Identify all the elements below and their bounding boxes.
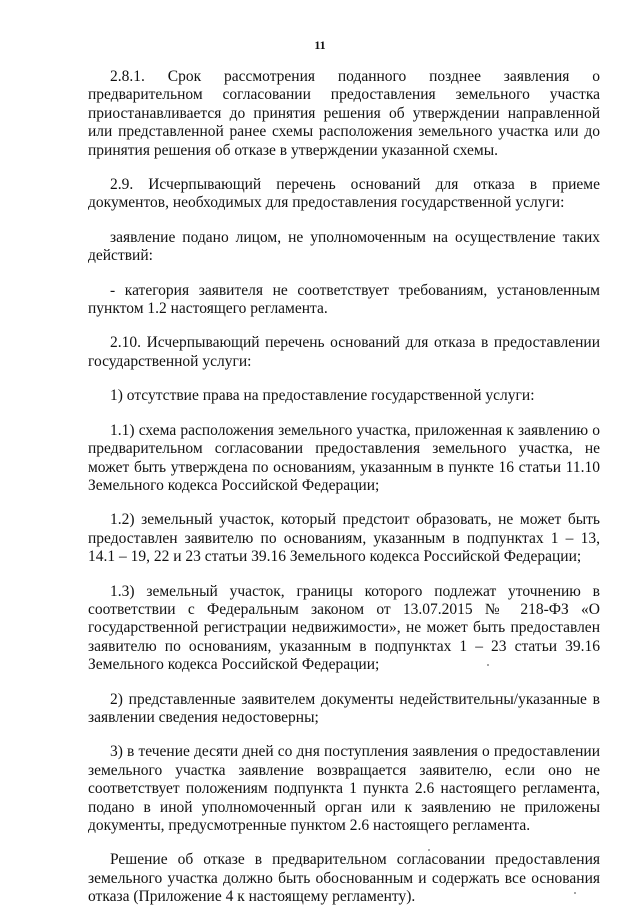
scan-speck — [574, 892, 576, 894]
paragraph-2-9-category: - категория заявителя не соответствует требованиям, установленным пунктом 1.2 настоящего регламента. — [88, 281, 600, 318]
paragraph-decision: Решение об отказе в предварительном согласовании предоставления земельного участка должно быть обоснованным и содержать все основания отказа (Приложение 4 к настоящему регламенту). — [88, 851, 600, 906]
scan-speck — [428, 849, 430, 851]
paragraph-2-9: 2.9. Исчерпывающий перечень оснований для отказа в приеме документов, необходимых для предоставления государственной услуги: — [88, 176, 600, 212]
paragraph-2-9-item: заявление подано лицом, не уполномоченным на осуществление таких действий: — [88, 228, 600, 265]
paragraph-2-10-1-3: 1.3) земельный участок, границы которого подлежат уточнению в соответствии с Федеральным законом от 13.07.2015 № 218-ФЗ «О государственной регистрации недвижимости», не может быть предоставлен заявителю по основаниям, указанным в подпунктах 1 – 23 статьи 39.16 Земельного кодекса Российской Федерации; — [88, 582, 600, 674]
document-body — [88, 68, 600, 923]
scan-speck — [487, 664, 489, 666]
paragraph-2-10: 2.10. Исчерпывающий перечень оснований для отказа в предоставлении государственной услуги: — [88, 334, 600, 370]
page-number: 11 — [314, 38, 326, 52]
paragraph-2-8-1: 2.8.1. Срок рассмотрения поданного позднее заявления о предварительном согласовании предоставления земельного участка приостанавливается до принятия решения об утверждении направленной или представленной ранее схемы расположения земельного участка или до принятия решения об отказе в утверждении указанной схемы. — [88, 68, 600, 159]
paragraph-2-10-1-1: 1.1) схема расположения земельного участка, приложенная к заявлению о предварительном согласовании предоставления земельного участка, не может быть утверждена по основаниям, указанным в пункте 16 статьи 11.10 Земельного кодекса Российской Федерации; — [88, 421, 600, 494]
paragraph-2-10-1: 1) отсутствие права на предоставление государственной услуги: — [110, 387, 535, 405]
paragraph-2-10-2: 2) представленные заявителем документы недействительны/указанные в заявлении сведения недостоверны; — [88, 690, 600, 726]
paragraph-2-10-3: 3) в течение десяти дней со дня поступления заявления о предоставлении земельного участка заявление возвращается заявителю, если оно не соответствует положениям подпункта 1 пункта 2.6 настоящего регламента, подано в иной уполномоченный орган или к заявлению не приложены документы, предусмотренные пунктом 2.6 настоящего регламента. — [88, 743, 600, 834]
paragraph-2-10-1-2: 1.2) земельный участок, который предстоит образовать, не может быть предоставлен заявителю по основаниям, указанным в подпунктах 1 – 13, 14.1 – 19, 22 и 23 статьи 39.16 Земельного кодекса Российской Федерации; — [88, 511, 600, 566]
